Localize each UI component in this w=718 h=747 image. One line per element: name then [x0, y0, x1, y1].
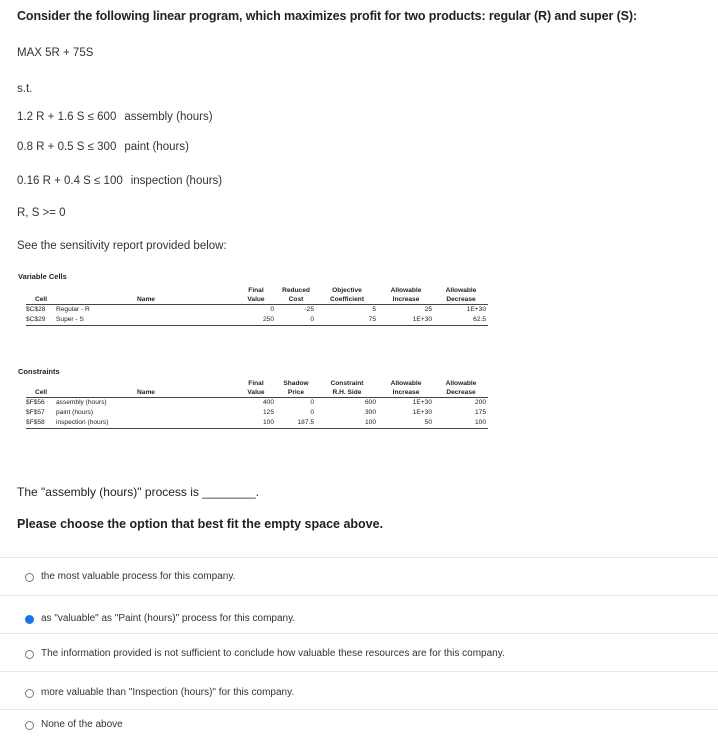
constraints-table — [26, 379, 488, 429]
table-cell: 400 — [262, 399, 274, 406]
header-cell: R.H. Side — [316, 388, 378, 398]
answer-option-label[interactable]: as "valuable" as "Paint (hours)" process for this company. — [41, 613, 296, 624]
constraint-expr: 0.16 R + 0.4 S ≤ 100 — [17, 175, 123, 187]
table-row — [26, 408, 488, 418]
table-cell: 1E+30 — [412, 399, 432, 406]
table-cell: Super - S — [56, 315, 236, 326]
answer-option[interactable] — [0, 671, 718, 709]
constraint-assembly — [17, 111, 213, 123]
radio-button[interactable] — [25, 721, 34, 730]
header-cell: Decrease — [434, 295, 488, 305]
table-cell: $F$57 — [26, 409, 45, 416]
table-cell: 62.5 — [434, 315, 488, 326]
header-cell: Cell — [26, 388, 56, 398]
answer-option[interactable] — [0, 557, 718, 595]
table-cell: $C$29 — [26, 315, 56, 326]
answer-option-label[interactable]: The information provided is not sufficient to conclude how valuable these resources are for this company. — [41, 648, 505, 659]
table-cell: 250 — [236, 315, 276, 326]
table-cell: 0 — [310, 399, 314, 406]
table-cell: 200 — [474, 399, 486, 406]
constraint-inspection — [17, 175, 222, 187]
variable-cells-table — [26, 286, 488, 326]
variable-cells-title: Variable Cells — [18, 272, 67, 281]
constraints-title: Constraints — [18, 367, 60, 376]
header-cell: Increase — [378, 295, 434, 305]
subject-to-label: s.t. — [17, 83, 33, 95]
radio-button[interactable] — [25, 689, 34, 698]
table-cell: 175 — [474, 409, 486, 416]
objective-function: MAX 5R + 75S — [17, 47, 94, 59]
table-cell: 100 — [236, 418, 276, 429]
table-cell: 25 — [424, 306, 432, 313]
table-cell: $C$28 — [26, 306, 46, 313]
answer-option-label[interactable]: the most valuable process for this company. — [41, 571, 236, 582]
table-row — [26, 398, 488, 409]
header-cell: Name — [56, 295, 236, 305]
table-cell: 300 — [364, 409, 376, 416]
header-cell: Allowable — [445, 380, 477, 387]
constraint-expr: 0.8 R + 0.5 S ≤ 300 — [17, 141, 117, 153]
table-cell: 50 — [378, 418, 434, 429]
table-cell: 0 — [276, 315, 316, 326]
radio-button[interactable] — [25, 573, 34, 582]
header-cell: Shadow — [283, 380, 309, 387]
table-row — [26, 305, 488, 316]
header-cell: Final — [248, 287, 264, 294]
constraint-label: paint (hours) — [124, 141, 189, 153]
table-cell: 75 — [316, 315, 378, 326]
constraint-label: inspection (hours) — [130, 175, 223, 187]
header-cell: Objective — [332, 287, 362, 294]
header-cell — [56, 286, 236, 295]
constraint-label: assembly (hours) — [124, 111, 213, 123]
answer-option[interactable] — [0, 595, 718, 633]
blank-sentence: The "assembly (hours)" process is ________. — [17, 485, 259, 499]
header-cell: Allowable — [445, 287, 477, 294]
header-cell: Final — [248, 380, 264, 387]
table-cell: paint (hours) — [56, 409, 94, 416]
header-cell — [56, 379, 236, 388]
header-cell: Coefficient — [316, 295, 378, 305]
table-cell: 187.5 — [276, 418, 316, 429]
answer-option[interactable] — [0, 709, 718, 747]
table-cell: $F$56 — [26, 399, 45, 406]
table-row — [26, 315, 488, 326]
table-cell: 100 — [434, 418, 488, 429]
table-cell: -25 — [304, 306, 314, 313]
header-cell: Value — [236, 388, 276, 398]
header-cell: Allowable — [390, 380, 422, 387]
table-cell: 600 — [364, 399, 376, 406]
table-cell: 0 — [310, 409, 314, 416]
radio-button-selected[interactable] — [25, 615, 34, 624]
table-cell: 125 — [262, 409, 274, 416]
table-cell: assembly (hours) — [56, 399, 107, 406]
header-cell: Allowable — [390, 287, 422, 294]
table-cell: Regular - R — [56, 306, 90, 313]
nonnegativity: R, S >= 0 — [17, 207, 66, 219]
table-cell: 5 — [372, 306, 376, 313]
header-cell: Cell — [26, 295, 56, 305]
instruction-text: Please choose the option that best fit the empty space above. — [17, 517, 384, 531]
table-cell: 1E+30 — [412, 409, 432, 416]
table-cell: $F$58 — [26, 418, 56, 429]
header-cell: Decrease — [434, 388, 488, 398]
header-cell: Constraint — [330, 380, 364, 387]
answer-option[interactable] — [0, 633, 718, 671]
table-cell: 1E+30 — [466, 306, 486, 313]
table-cell: 1E+30 — [378, 315, 434, 326]
header-cell — [26, 286, 56, 295]
header-cell: Value — [236, 295, 276, 305]
header-cell — [26, 379, 56, 388]
answer-option-label[interactable]: None of the above — [41, 719, 123, 730]
radio-button[interactable] — [25, 650, 34, 659]
table-row — [26, 418, 488, 429]
answer-option-label[interactable]: more valuable than "Inspection (hours)" for this company. — [41, 687, 295, 698]
table-cell: 0 — [270, 306, 274, 313]
header-cell: Cost — [276, 295, 316, 305]
question-intro: Consider the following linear program, which maximizes profit for two products: regular (R) and super (S): — [17, 9, 638, 23]
constraint-paint — [17, 141, 189, 153]
header-cell: Reduced — [282, 287, 310, 294]
constraint-expr: 1.2 R + 1.6 S ≤ 600 — [17, 111, 117, 123]
table-cell: 100 — [316, 418, 378, 429]
header-cell: Increase — [378, 388, 434, 398]
table-cell: inspection (hours) — [56, 418, 236, 429]
header-cell: Price — [276, 388, 316, 398]
see-report-text: See the sensitivity report provided below: — [17, 240, 227, 252]
header-cell: Name — [56, 388, 236, 398]
